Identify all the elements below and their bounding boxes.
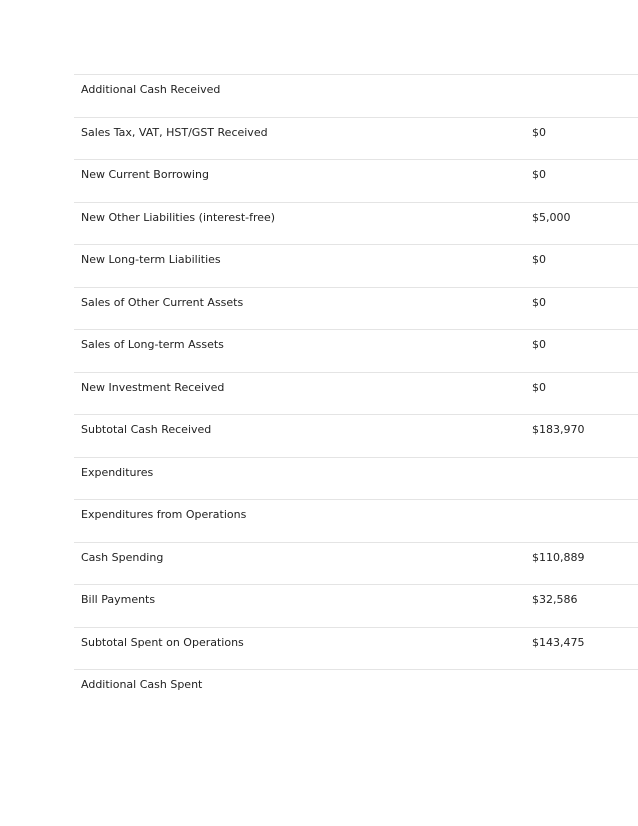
row-label: Cash Spending bbox=[81, 550, 164, 564]
table-row bbox=[74, 670, 638, 713]
row-label: Expenditures bbox=[81, 465, 154, 479]
row-label: Expenditures from Operations bbox=[81, 508, 247, 521]
row-label: Additional Cash Spent bbox=[81, 678, 203, 691]
row-value: $143,475 bbox=[532, 635, 585, 649]
row-value: $0 bbox=[532, 168, 546, 181]
row-value: $32,586 bbox=[532, 593, 578, 606]
row-label: Bill Payments bbox=[81, 593, 156, 606]
table-row bbox=[74, 500, 638, 543]
table-row bbox=[74, 628, 638, 671]
table-row bbox=[74, 160, 638, 203]
row-label: Sales of Other Current Assets bbox=[81, 295, 244, 309]
table-row bbox=[74, 458, 638, 501]
table-row bbox=[74, 118, 638, 161]
row-value: $5,000 bbox=[532, 210, 571, 224]
table-row bbox=[74, 373, 638, 416]
row-value: $0 bbox=[532, 295, 546, 309]
table-row bbox=[74, 415, 638, 458]
row-label: Subtotal Spent on Operations bbox=[81, 635, 244, 649]
row-label: New Other Liabilities (interest-free) bbox=[81, 210, 276, 224]
row-label: New Current Borrowing bbox=[81, 168, 209, 181]
cash-flow-table bbox=[74, 74, 638, 713]
table-row bbox=[74, 203, 638, 246]
table-row bbox=[74, 288, 638, 331]
table-row bbox=[74, 330, 638, 373]
table-row bbox=[74, 245, 638, 288]
table-row bbox=[74, 75, 638, 118]
row-value: $0 bbox=[532, 380, 546, 394]
row-value: $110,889 bbox=[532, 550, 585, 564]
row-value: $0 bbox=[532, 125, 546, 139]
table-row bbox=[74, 543, 638, 586]
row-value: $0 bbox=[532, 338, 546, 351]
row-label: Subtotal Cash Received bbox=[81, 423, 212, 436]
row-label: New Long-term Liabilities bbox=[81, 253, 221, 266]
row-label: Additional Cash Received bbox=[81, 83, 221, 96]
row-value: $0 bbox=[532, 253, 546, 266]
table-row bbox=[74, 585, 638, 628]
row-label: Sales of Long-term Assets bbox=[81, 338, 224, 351]
row-label: New Investment Received bbox=[81, 380, 225, 394]
row-value: $183,970 bbox=[532, 423, 585, 436]
row-label: Sales Tax, VAT, HST/GST Received bbox=[81, 125, 268, 139]
